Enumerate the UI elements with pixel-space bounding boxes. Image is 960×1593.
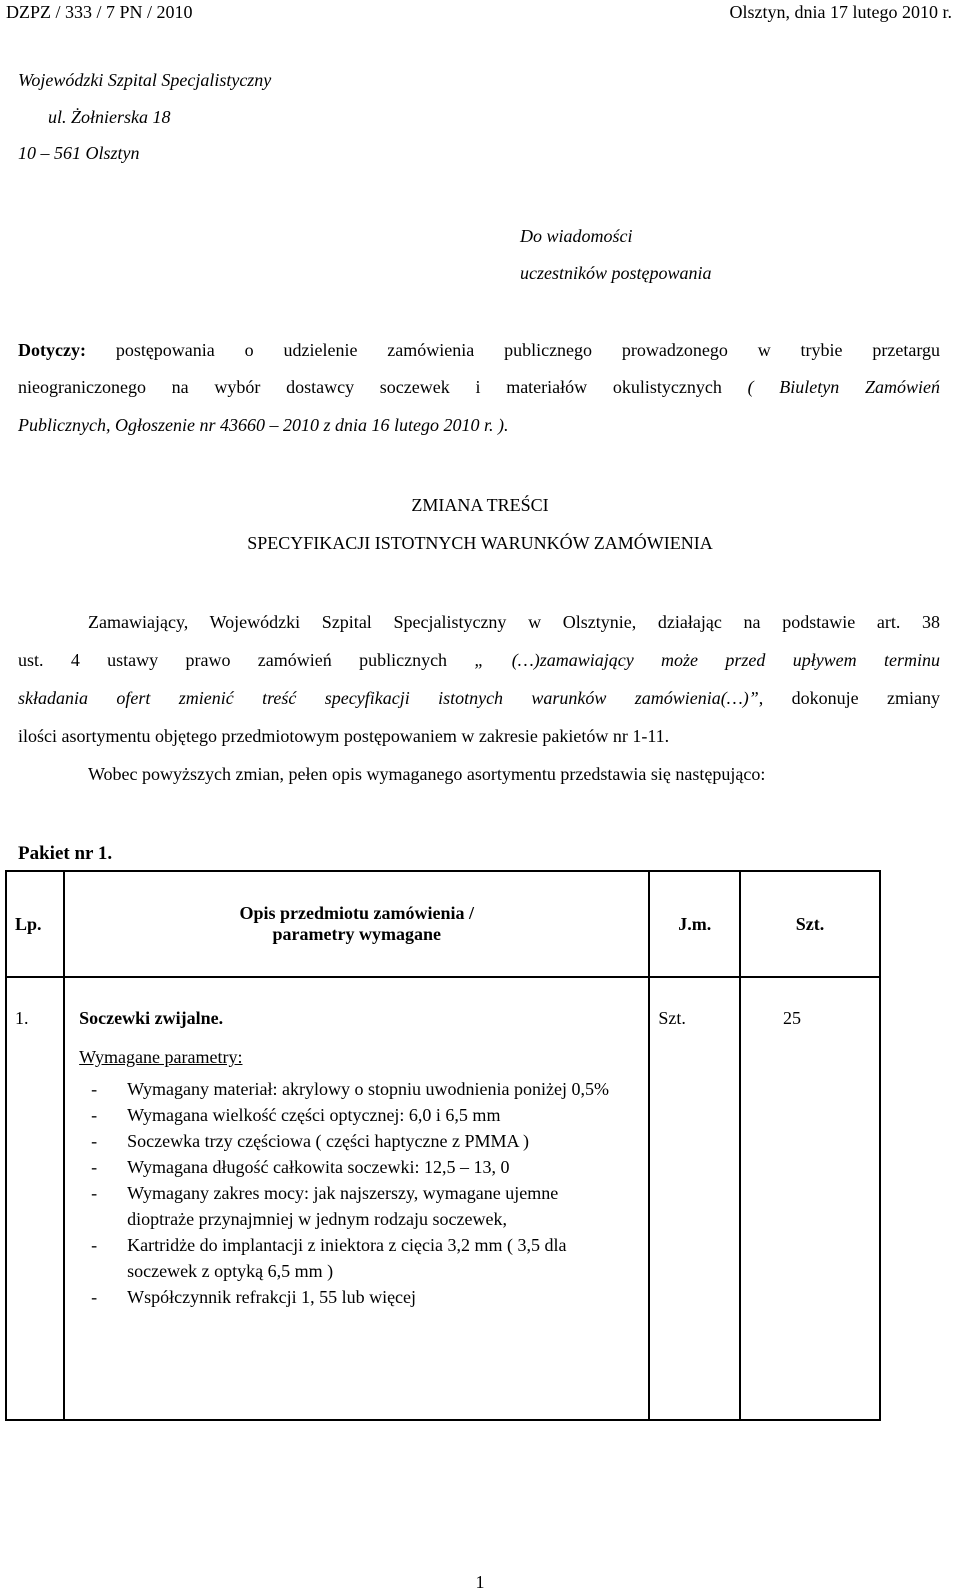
item-name: Soczewki zwijalne. [79, 1008, 224, 1028]
header-description-line-1: Opis przedmiotu zamówienia / [239, 903, 475, 923]
header-unit: J.m. [649, 871, 740, 977]
body-paragraph-1-line-3 [18, 688, 940, 709]
recipient-line-1: Do wiadomości [520, 226, 633, 246]
items-table [5, 870, 881, 1421]
document-reference: DZPZ / 333 / 7 PN / 2010 [6, 2, 193, 22]
param-item: - Wymagana wielkość części optycznej: 6,0 i 6,5 mm [79, 1102, 627, 1128]
subject-bulletin-ref: ( Biuletyn Zamówień [747, 377, 941, 397]
subject-line-2 [18, 377, 940, 398]
sender-name: Wojewódzki Szpital Specjalistyczny [18, 70, 272, 90]
sender-street: ul. Żołnierska 18 [48, 107, 171, 127]
header-description-line-2: parametry wymagane [272, 924, 442, 944]
params-list [79, 1076, 647, 1310]
subject-text-1: postępowania o udzielenie zamówienia publicznego prowadzonego w trybie przetargu [115, 340, 940, 360]
body-text: ust. 4 ustawy prawo zamówień publicznych [18, 650, 448, 670]
param-item: - Wymagana długość całkowita soczewki: 12,5 – 13, 0 [79, 1154, 627, 1180]
row-unit: Szt. [649, 977, 740, 1420]
row-description [64, 977, 649, 1420]
body-text-cont: , dokonuje zmiany [758, 688, 940, 708]
body-paragraph-2: Wobec powyższych zmian, pełen opis wymaganego asortymentu przedstawia się następująco: [88, 764, 766, 784]
body-quote: „ (…)zamawiający może przed upływem terminu [474, 650, 940, 670]
table-row [6, 977, 880, 1420]
param-item: - Wymagany materiał: akrylowy o stopniu uwodnienia poniżej 0,5% [79, 1076, 627, 1102]
header-quantity: Szt. [740, 871, 880, 977]
sender-city: 10 – 561 Olsztyn [18, 143, 140, 163]
subject-text-2: nieograniczonego na wybór dostawcy soczewek i materiałów okulistycznych [18, 377, 722, 397]
document-title-line-1: ZMIANA TREŚCI [411, 495, 549, 515]
subject-label: Dotyczy: [18, 340, 86, 360]
row-quantity: 25 [740, 977, 880, 1420]
subject-line-3: Publicznych, Ogłoszenie nr 43660 – 2010 z dnia 16 lutego 2010 r. ). [18, 415, 509, 435]
header-description [64, 871, 649, 977]
header-lp: Lp. [6, 871, 64, 977]
body-paragraph-1-line-1: Zamawiający, Wojewódzki Szpital Specjalistyczny w Olsztynie, działając na podstawie art. 38 [88, 612, 940, 632]
param-item: - Wymagany zakres mocy: jak najszerszy, wymagane ujemne dioptraże przynajmniej w jednym rodzaju soczewek, [79, 1180, 627, 1232]
package-heading: Pakiet nr 1. [18, 843, 113, 864]
param-item: - Współczynnik refrakcji 1, 55 lub więcej [79, 1284, 627, 1310]
param-item: - Kartridże do implantacji z iniektora z cięcia 3,2 mm ( 3,5 dla soczewek z optyką 6,5 mm ) [79, 1232, 627, 1284]
param-item: - Soczewka trzy częściowa ( części haptyczne z PMMA ) [79, 1128, 627, 1154]
body-paragraph-1-line-2 [18, 650, 940, 671]
place-and-date: Olsztyn, dnia 17 lutego 2010 r. [729, 2, 952, 22]
document-title-line-2: SPECYFIKACJI ISTOTNYCH WARUNKÓW ZAMÓWIENIA [247, 533, 713, 553]
page-number: 1 [475, 1572, 485, 1592]
recipient-line-2: uczestników postępowania [520, 263, 712, 283]
body-quote-cont: składania ofert zmienić treść specyfikacji istotnych warunków zamówienia(…)” [18, 688, 759, 708]
body-paragraph-1-line-4: ilości asortymentu objętego przedmiotowym postępowaniem w zakresie pakietów nr 1-11. [18, 726, 670, 746]
table-header-row [6, 871, 880, 977]
row-lp: 1. [6, 977, 64, 1420]
params-label: Wymagane parametry: [79, 1047, 243, 1067]
subject-line-1 [18, 340, 940, 361]
